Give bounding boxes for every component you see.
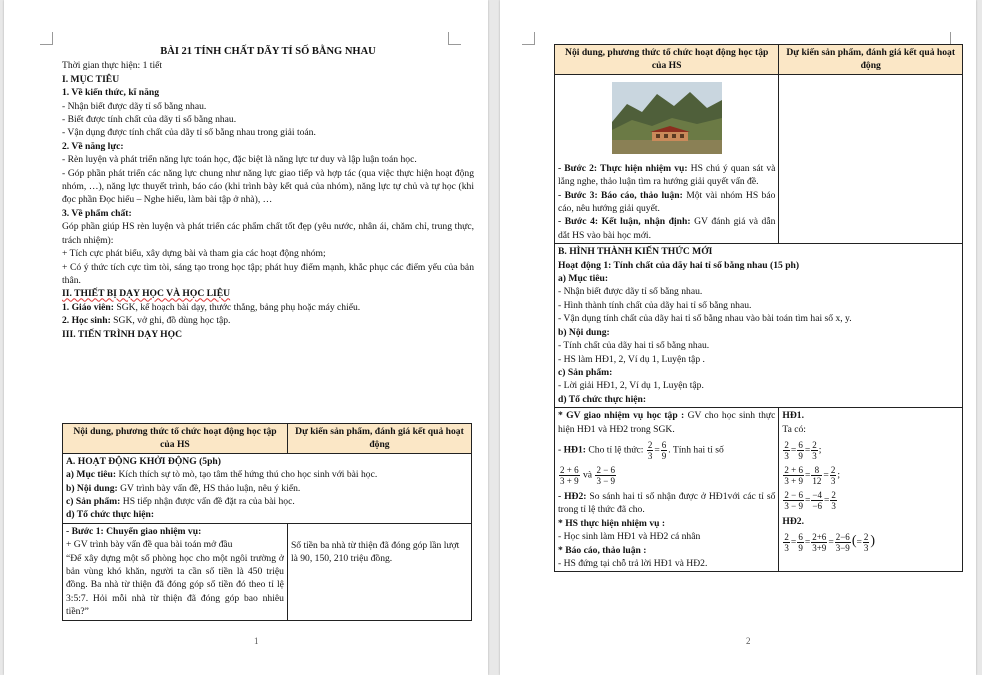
- content-label: b) Nội dung:: [66, 482, 118, 494]
- section-equipment: II. THIẾT BỊ DẠY HỌC VÀ HỌC LIỆU: [62, 288, 231, 300]
- product-label: c) Sản phẩm:: [66, 496, 121, 508]
- answer-eq3: $\frac{2 - 6}{3 - 9}$ = $\frac{-4}{-6}$ = $\frac{2}{3}$: [784, 489, 836, 511]
- ability-item: - Góp phần phát triển các năng lực chung như năng lực giao tiếp và hợp tác (qua việc thực hiện hoạt động nhóm, …), năng lực thuyết trình, báo cáo (khi trình bày kết quả của nhóm), năng lực tự chủ và tự học (khi đọc phần Đọc hiểu – Nghe hiểu, làm bài tập ở nhà), …: [62, 167, 474, 206]
- product-label: c) Sản phẩm:: [558, 366, 613, 378]
- content-text: GV trình bày vấn đề, HS thảo luận, nêu ý kiến.: [117, 482, 301, 494]
- student-text: SGK, vở ghi, đồ dùng học tập.: [110, 315, 231, 327]
- answer-eq1: $\frac{2}{3}$ = $\frac{6}{9}$ = $\frac{2}{3}$ ;: [784, 439, 822, 461]
- goal-text: Kích thích sự tò mò, tạo tâm thế hứng thú cho học sinh với bài học.: [116, 469, 378, 481]
- opening-problem: “Để xây dựng một số phòng học cho một ngôi trường ở bản vùng khó khăn, người ta cần số tiền là 450 triệu đồng. Ba nhà từ thiện đã đóng góp số tiền đó theo tỉ lệ 3:5:7. Hỏi mỗi nhà từ thiện đã đóng góp bao nhiêu tiền?”: [66, 552, 284, 618]
- goal-item: - Hình thành tính chất của dãy hai tỉ số bằng nhau.: [558, 299, 752, 311]
- goal-item: - Vận dụng tính chất của dãy hai tỉ số bằng nhau vào bài toán tìm hai số x, y.: [558, 313, 852, 325]
- activity-1-title: Hoạt động 1: Tính chất của dãy hai tỉ số bằng nhau (15 ph): [558, 259, 800, 271]
- activity-a-product: [66, 495, 468, 508]
- subsection-knowledge: 1. Về kiến thức, kĩ năng: [62, 87, 160, 99]
- hd1-ratios: $\frac{2 + 6}{3 + 9}$ và $\frac{2 - 6}{3 - 9}$: [560, 464, 616, 486]
- lesson-title: BÀI 21 TÍNH CHẤT DÃY TỈ SỐ BẰNG NHAU: [160, 46, 376, 57]
- activity-a-content: [66, 482, 468, 495]
- answer-eq4: $\frac{2}{3}$ = $\frac{6}{9}$ = $\frac{2+6}{3+9}$ = $\frac{2-6}{3-9}$ (= $\frac{2}{3}$ ): [784, 532, 876, 554]
- product-text: HS tiếp nhận được vấn đề đặt ra của bài học.: [120, 496, 295, 508]
- goal-label: a) Mục tiêu:: [66, 469, 117, 481]
- crop-mark: [40, 32, 53, 45]
- student-label: 2. Học sinh:: [62, 315, 111, 327]
- school-photo: [612, 82, 722, 154]
- col-header-expected: Dự kiến sản phẩm, đánh giá kết quả hoạt động: [287, 424, 471, 454]
- activity-a-goal: [66, 468, 468, 481]
- content-item: - Tính chất của dãy hai tỉ số bằng nhau.: [558, 340, 710, 352]
- expected-result: Số tiền ba nhà từ thiện đã đóng góp lần lượt là 90, 150, 210 triệu đồng.: [290, 539, 460, 565]
- hd2-text: So sánh hai tỉ số nhận được ở HĐ1với các tỉ số trong tỉ lệ thức đã cho.: [558, 490, 776, 516]
- duration: Thời gian thực hiện: 1 tiết: [62, 60, 163, 72]
- step4-label: - Bước 4: Kết luận, nhận định:: [558, 216, 691, 228]
- step1-cell: [63, 523, 288, 620]
- report-label: * Báo cáo, thảo luận :: [558, 544, 647, 556]
- hd1-tail: . Tính hai tỉ số: [668, 444, 724, 456]
- student-equipment: [62, 314, 474, 327]
- hs-text: - Học sinh làm HĐ1 và HĐ2 cá nhân: [558, 531, 701, 543]
- answer-hd1-label: HĐ1.: [782, 410, 804, 422]
- answer-taco: Ta có:: [782, 423, 806, 435]
- answer-eq2: $\frac{2 + 6}{3 + 9}$ = $\frac{8}{12}$ = $\frac{2}{3}$ ;: [784, 464, 840, 486]
- activity-a-title: A. HOẠT ĐỘNG KHỞI ĐỘNG (5ph): [66, 455, 221, 467]
- hd2-prompt: [558, 490, 775, 517]
- step3-label: - Bước 3: Báo cáo, thảo luận:: [558, 189, 683, 201]
- expected-cell: [287, 523, 471, 620]
- step2-text: HS chú ý quan sát và lắng nghe, thảo luận tìm ra hướng giải quyết vấn đề.: [558, 162, 776, 188]
- page-2: [500, 0, 976, 675]
- page-1-body: [62, 45, 474, 341]
- section-process: III. TIẾN TRÌNH DẠY HỌC: [62, 328, 183, 340]
- step1-text: + GV trình bày vấn đề qua bài toán mở đầu: [66, 539, 233, 551]
- subsection-ability: 2. Về năng lực:: [62, 140, 124, 152]
- hs-label: * HS thực hiện nhiệm vụ :: [558, 517, 666, 529]
- gv-text: GV cho học sinh thực hiện HĐ1 và HĐ2 trong SGK.: [558, 410, 776, 435]
- hd1-prompt: - HĐ1: Cho tỉ lệ thức: $\frac{2}{3}$ = $\frac{6}{9}$ . Tính hai tỉ số: [558, 439, 724, 461]
- report-text: - HS đứng tại chỗ trả lời HĐ1 và HĐ2.: [558, 557, 708, 569]
- col-header-content: Nội dung, phương thức tổ chức hoạt động học tập của HS: [555, 45, 779, 75]
- product-item: - Lời giải HĐ1, 2, Ví dụ 1, Luyện tập.: [558, 380, 704, 392]
- hd2-label: - HĐ2:: [558, 490, 587, 502]
- ability-item: - Rèn luyện và phát triển năng lực toán học, đặc biệt là năng lực tư duy và lập luận toán học.: [62, 154, 417, 166]
- page-1: [4, 0, 488, 675]
- knowledge-item: - Vận dụng được tính chất của dãy tỉ số bằng nhau trong giải toán.: [62, 127, 316, 139]
- section-b-cell: [555, 244, 963, 408]
- teacher-equipment: [62, 301, 474, 314]
- activity-a-org: d) Tổ chức thực hiện:: [66, 509, 155, 521]
- step2-label: - Bước 2: Thực hiện nhiệm vụ:: [558, 162, 688, 174]
- task-cell: [555, 408, 779, 572]
- quality-item: + Tích cực phát biểu, xây dựng bài và tham gia các hoạt động nhóm;: [62, 248, 326, 260]
- answer-hd2-label: HĐ2.: [782, 515, 804, 527]
- crop-mark: [448, 32, 461, 45]
- activity-a-cell: [63, 453, 472, 523]
- col-header-content: Nội dung, phương thức tổ chức hoạt động học tập của HS: [63, 424, 288, 454]
- page-number: 1: [254, 636, 259, 646]
- org-label: d) Tổ chức thực hiện:: [558, 393, 647, 405]
- gv-task: [558, 409, 775, 436]
- knowledge-item: - Biết được tính chất của dãy tỉ số bằng nhau.: [62, 114, 237, 126]
- crop-mark: [522, 32, 535, 45]
- teacher-text: SGK, kế hoạch bài dạy, thước thẳng, bảng phụ hoặc máy chiếu.: [113, 301, 361, 313]
- step1-label: - Bước 1: Chuyển giao nhiệm vụ:: [66, 525, 202, 537]
- gv-label: * GV giao nhiệm vụ học tập :: [558, 410, 685, 422]
- content-item: - HS làm HĐ1, 2, Ví dụ 1, Luyện tập .: [558, 353, 705, 365]
- quality-item: + Có ý thức tích cực tìm tòi, sáng tạo trong học tập; phát huy điểm mạnh, khắc phục các điểm yếu của bản thân.: [62, 261, 474, 286]
- section-b-title: B. HÌNH THÀNH KIẾN THỨC MỚI: [558, 246, 713, 258]
- hd1-label: - HĐ1:: [558, 444, 586, 456]
- page-number: 2: [746, 636, 751, 646]
- step2: [558, 162, 775, 189]
- goal-label: a) Mục tiêu:: [558, 273, 609, 285]
- section-objectives: I. MỤC TIÊU: [62, 73, 120, 85]
- answer-cell: [779, 408, 963, 572]
- steps-expected-cell: [779, 74, 963, 243]
- subsection-quality: 3. Về phẩm chất:: [62, 207, 132, 219]
- activity-table-2: [554, 44, 963, 572]
- step4-text: GV đánh giá và dẫn dắt HS vào bài học mới.: [558, 216, 776, 241]
- content-label: b) Nội dung:: [558, 326, 610, 338]
- steps-cell: [555, 74, 779, 243]
- teacher-label: 1. Giáo viên:: [62, 301, 114, 313]
- knowledge-item: - Nhận biết được dãy tỉ số bằng nhau.: [62, 100, 207, 112]
- quality-item: Góp phần giúp HS rèn luyện và phát triển các phẩm chất tốt đẹp (yêu nước, nhân ái, chăm chỉ, trung thực, trách nhiệm):: [62, 221, 474, 246]
- step4: [558, 215, 775, 242]
- activity-table-1: [62, 423, 472, 621]
- col-header-expected: Dự kiến sản phẩm, đánh giá kết quả hoạt động: [779, 45, 963, 75]
- and-word: và: [582, 469, 593, 481]
- goal-item: - Nhận biết được dãy tỉ số bằng nhau.: [558, 286, 703, 298]
- step3-text: Một vài nhóm HS báo cáo, nêu hướng giải quyết.: [558, 189, 776, 215]
- step3: [558, 189, 775, 216]
- hd1-text: Cho tỉ lệ thức:: [585, 444, 644, 456]
